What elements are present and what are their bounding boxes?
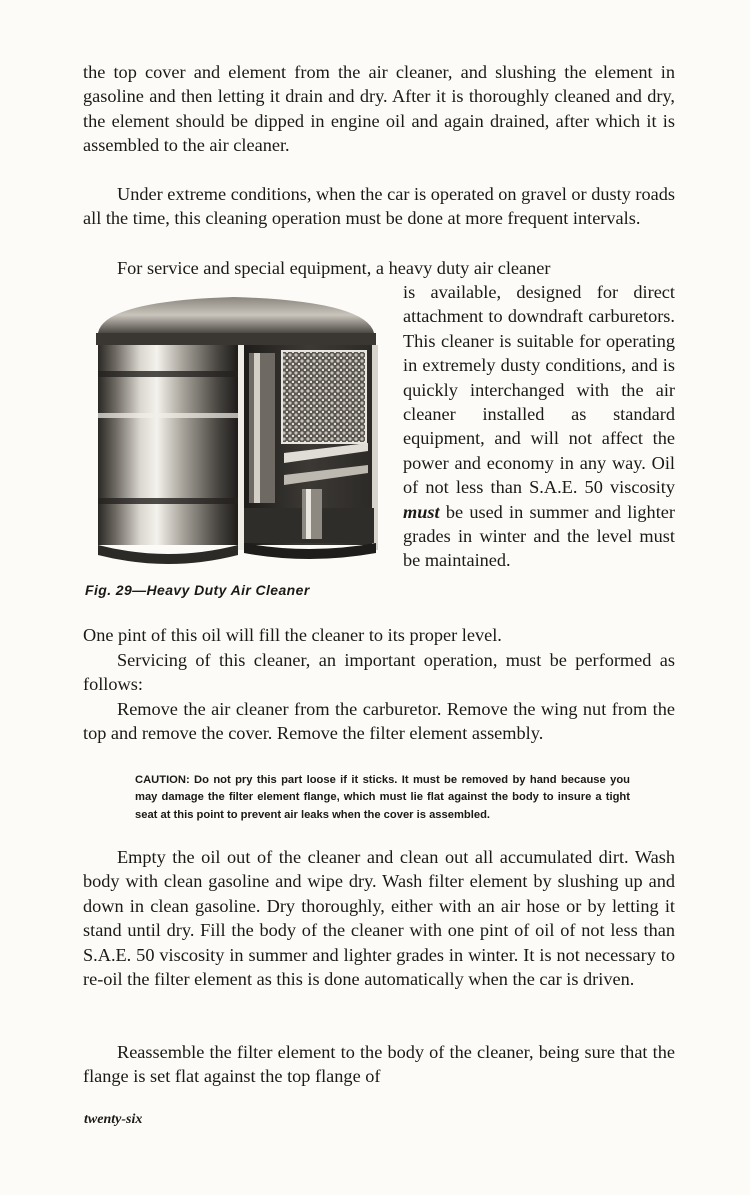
paragraph-empty-oil: Empty the oil out of the cleaner and clean out all accumulated dirt. Wash body with clean gasoline and wipe dry. Wash filter element by slushing up and down in clean gasoline. Dry thoroughly, either with an air hose or by letting it stand until dry. Fill the body of the cleaner with one pint of oil of not less than S.A.E. 50 viscosity in summer and lighter grades in winter. It is not necessary to re-oil the filter element as this is done automatically when the car is driven. [83,847,675,990]
paragraph-heavy-duty-wrap [403,280,675,573]
figure-caption: Fig. 29—Heavy Duty Air Cleaner [85,582,310,598]
paragraph-extreme-conditions: Under extreme conditions, when the car is operated on gravel or dusty roads all the time, this cleaning operation must be done at more frequent intervals. [83,184,675,229]
paragraph-oil-quantity: One pint of this oil will fill the cleaner to its proper level. [83,625,502,645]
emphasis-must: must [403,501,440,522]
page-number: twenty-six [84,1112,143,1127]
paragraph-servicing-intro: Servicing of this cleaner, an important operation, must be performed as follows: [83,650,675,695]
heavy-duty-description: is available, designed for direct attachment to downdraft carburetors. This cleaner is suitable for operating in extremely dusty conditions, and is quickly interchanged with the air cleaner installed as standard equipment, and will not affect the power and economy in any way. Oil of not less than S.A.E. 50 viscosity [403,282,675,498]
heavy-duty-air-cleaner-figure [84,293,396,578]
air-cleaner-cutaway-illustration [84,293,396,578]
heavy-duty-oil-grades: be used in summer and lighter grades in winter and the level must be maintained. [403,501,675,571]
paragraph-heavy-duty-intro: For service and special equipment, a heavy duty air cleaner [117,258,551,278]
paragraph-cleaning-procedure: the top cover and element from the air cleaner, and slushing the element in gasoline and then letting it drain and dry. After it is thoroughly cleaned and dry, the element should be dipped in engine oil and again drained, after which it is assembled to the air cleaner. [83,62,675,156]
paragraph-remove-cleaner: Remove the air cleaner from the carburetor. Remove the wing nut from the top and remove the cover. Remove the filter element assembly. [83,699,675,744]
paragraph-reassemble: Reassemble the filter element to the body of the cleaner, being sure that the flange is set flat against the top flange of [83,1042,675,1087]
caution-note: CAUTION: Do not pry this part loose if it sticks. It must be removed by hand because you may damage the filter element flange, which must lie flat against the body to insure a tight seat at this point to prevent air leaks when the cover is assembled. [135,774,630,821]
